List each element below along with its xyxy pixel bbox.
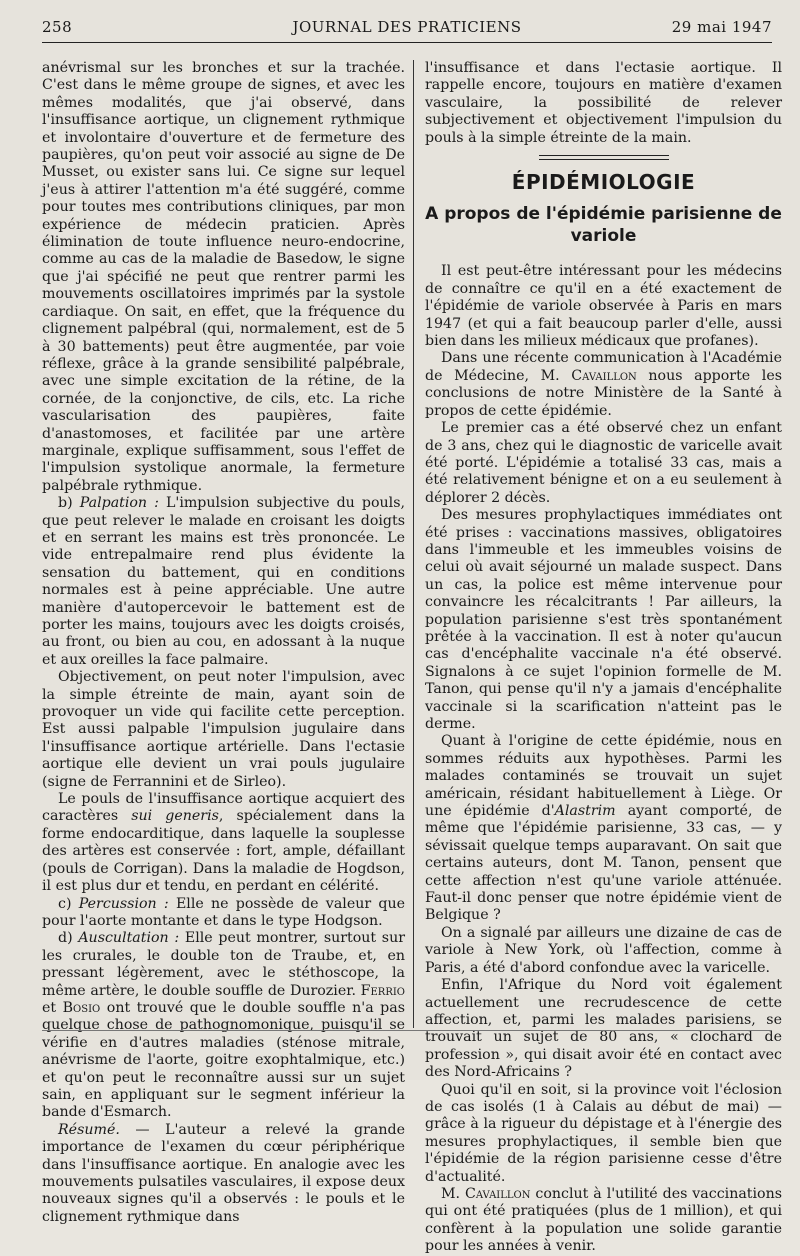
author-name: Cavaillon <box>571 367 637 384</box>
paragraph-text: Dans une récente communication à l'Académie de Médecine, M. <box>425 350 782 384</box>
paragraph-resume <box>42 1122 405 1226</box>
page-header <box>42 12 772 36</box>
author-name: Ferrio <box>360 982 405 999</box>
paragraph-text: , spécialement dans la forme endocarditique, dans laquelle la souplesse des artères est conservée : fort, ample, défaillant (pouls de Corrigan). Dans la maladie de Hogdson, il est plus dur et tendu, en perdant en célérité. <box>42 808 405 895</box>
author-name: Bosio <box>62 999 101 1016</box>
paragraph-palpation <box>42 495 405 669</box>
item-label: c) <box>58 895 79 912</box>
paragraph-percussion <box>42 896 405 931</box>
item-label: b) <box>58 495 80 512</box>
paragraph-pouls <box>42 791 405 895</box>
paragraph: Des mesures prophylactiques immédiates ont été prises : vaccinations massives, obligatoires dans l'immeuble et les immeubles voisins de celui où avait séjourné un malade suspect. Dans un cas, la police est même intervenue pour convaincre les récalcitrants ! Par ailleurs, la population parisienne s'est très spontanément prêtée à la vaccination. Il est à noter qu'aucun cas d'encéphalite vaccinale n'a été observé. Signalons à ce sujet l'opinion formelle de M. Tanon, qui pense qu'il n'y a jamais d'encéphalite vaccinale si la scarification n'atteint pas le derme. <box>425 507 782 732</box>
item-label: d) <box>58 930 79 947</box>
italic-term: sui generis <box>131 808 219 825</box>
paragraph: Objectivement, on peut noter l'impulsion, avec la simple étreinte de main, ayant soin de provoquer un vide qui facilite cette perception. Est aussi palpable l'impulsion jugulaire dans l'insuffisance aortique artérielle. Dans l'ectasie aortique elle devient un vrai pouls jugulaire (signe de Ferrannini et de Sirleo). <box>42 669 405 790</box>
paragraph-text: nous apporte les conclusions de notre Ministère de la Santé à propos de cette épidémie. <box>425 367 782 419</box>
paragraph <box>425 350 782 420</box>
paragraph <box>425 1186 782 1256</box>
paragraph-text: — L'auteur a relevé la grande importance de l'examen du cœur périphérique dans l'insuffisance aortique. En analogie avec les mouvements pulsatiles vasculaires, il expose deux nouveaux signes qu'il a observés : le pouls et le clignement rythmique dans <box>42 1121 405 1225</box>
paragraph: anévrismal sur les bronches et sur la trachée. C'est dans le même groupe de signes, et avec les mêmes modalités, que j'ai observé, dans l'insuffisance aortique, un clignement rythmique et involontaire d'ouverture et de fermeture des paupières, qu'on peut voir associé au signe de De Musset, ou exister sans lui. Ce signe sur lequel j'eus à attirer l'attention m'a été suggéré, comme pour toutes mes contributions cliniques, par mon expérience de médecin praticien. Après élimination de toute influence neuro-endocrine, comme au cas de la maladie de Basedow, le signe que j'ai spécifié ne peut que rentrer parmi les mouvements oscillatoires imprimés par la systole cardiaque. On sait, en effet, que la fréquence du clignement palpébral (qui, normalement, est de 5 à 30 battements) peut être augmentée, par voie réflexe, grâce à la grande sensibilité palpébrale, avec une simple excitation de la rétine, de la cornée, de la conjonctive, de cils, etc. La riche vascularisation des paupières, faite d'anastomoses, et facilitée par une artère marginale, explique suffisamment, sous l'effet de l'impulsion systolique anormale, la fermeture palpébrale rythmique. <box>42 60 405 494</box>
paragraph: Enfin, l'Afrique du Nord voit également actuellement une recrudescence de cette affection, et, parmi les malades parisiens, se trouvait un sujet de 80 ans, « clochard de profession », qui disait avoir été en contact avec des Nord-Africains ? <box>425 977 782 1081</box>
paragraph <box>425 733 782 924</box>
right-column <box>425 60 782 1256</box>
paragraph-auscultation <box>42 930 405 1121</box>
paragraph-text: conclut à l'utilité des vaccinations qui ont été pratiquées (plus de 1 million), et qui confèrent à la population une solide garantie pour les années à venir. <box>425 1185 782 1255</box>
resume-label: Résumé. <box>58 1121 120 1138</box>
item-heading: Percussion : <box>78 895 169 912</box>
paragraph-text: ayant comporté, de même que l'épidémie parisienne, 33 cas, — y sévissait quelque temps auparavant. On sait que certains auteurs, dont M. Tanon, pensent que cette affection n'est qu'une variole atténuée. Faut-il donc penser que notre épidémie vient de Belgique ? <box>425 803 782 924</box>
article-title: A propos de l'épidémie parisienne de variole <box>425 204 782 247</box>
issue-date: 29 mai 1947 <box>671 18 772 36</box>
bottom-rule <box>42 1030 772 1031</box>
paragraph: Quoi qu'il en soit, si la province voit l'éclosion de cas isolés (1 à Calais au début de mai) — grâce à la rigueur du dépistage et à l'énergie des mesures prophylactiques, il semble bien que l'épidémie de la région parisienne cesse d'être d'actualité. <box>425 1081 782 1185</box>
section-divider <box>539 155 669 160</box>
italic-term: Alastrim <box>554 803 616 820</box>
paragraph-text: Elle peut montrer, surtout sur les crurales, le double ton de Traube, et, en pressant légèrement, avec le stéthoscope, la même artère, le double souffle de Durozier. <box>42 930 405 999</box>
author-name: Cavaillon <box>464 1185 531 1202</box>
paragraph: l'insuffisance et dans l'ectasie aortique. Il rappelle encore, toujours en matière d'examen vasculaire, la possibilité de relever subjectivement et objectivement l'impulsion du pouls à la simple étreinte de la main. <box>425 60 782 146</box>
item-heading: Palpation : <box>79 495 159 512</box>
section-title: ÉPIDÉMIOLOGIE <box>511 170 696 195</box>
paragraph: Il est peut-être intéressant pour les médecins de connaître ce qu'il en a été exactement de l'épidémie de variole observée à Paris en mars 1947 (et qui a fait beaucoup parler d'elle, aussi bien dans les milieux médicaux que profanes). <box>425 263 782 350</box>
header-rule <box>42 42 772 43</box>
left-column <box>42 60 405 1226</box>
paragraph-text: M. <box>441 1185 465 1202</box>
paragraph-text: Elle ne possède de valeur que pour l'aorte montante et dans le type Hodgson. <box>42 895 405 929</box>
column-divider <box>413 60 414 1028</box>
paragraph: On a signalé par ailleurs une dizaine de cas de variole à New York, où l'affection, comme à Paris, a été d'abord confondue avec la varicelle. <box>425 924 782 976</box>
page-number: 258 <box>42 18 73 36</box>
journal-title: JOURNAL DES PRATICIENS <box>292 18 522 36</box>
paragraph-text: ont trouvé que le double souffle n'a pas quelque chose de pathognomonique, puisqu'il se vérifie en d'autres maladies (sténose mitrale, anévrisme de l'aorte, goitre exophtalmique, etc.) et qu'on peut le reconnaître aussi sur un sujet sain, en appliquant sur le segment inférieur la bande d'Esmarch. <box>42 999 405 1121</box>
paragraph: Le premier cas a été observé chez un enfant de 3 ans, chez qui le diagnostic de varicelle avait été porté. L'épidémie a totalisé 33 cas, mais a été relativement bénigne et on a eu seulement à déplorer 2 décès. <box>425 420 782 506</box>
paragraph-text: Quant à l'origine de cette épidémie, nous en sommes réduits aux hypothèses. Parmi les malades contaminés se trouvait un sujet américain, résidant habituellement à Liège. Or une épidémie d' <box>425 733 782 820</box>
item-heading: Auscultation : <box>78 930 180 947</box>
paragraph-text: Le pouls de l'insuffisance aortique acquiert des caractères <box>42 791 405 825</box>
paragraph-text: et <box>42 999 63 1016</box>
paragraph-text: L'impulsion subjective du pouls, que peut relever le malade en croisant les doigts et en serrant les mains est très prononcée. Le vide entrepalmaire rend plus évidente la sensation du battement, qui en conditions normales est à peine appréciable. Une autre manière d'autopercevoir le battement est de porter les mains, toujours avec les doigts croisés, au front, ou bien au cou, en adossant à la nuque et aux oreilles la face palmaire. <box>42 495 405 668</box>
